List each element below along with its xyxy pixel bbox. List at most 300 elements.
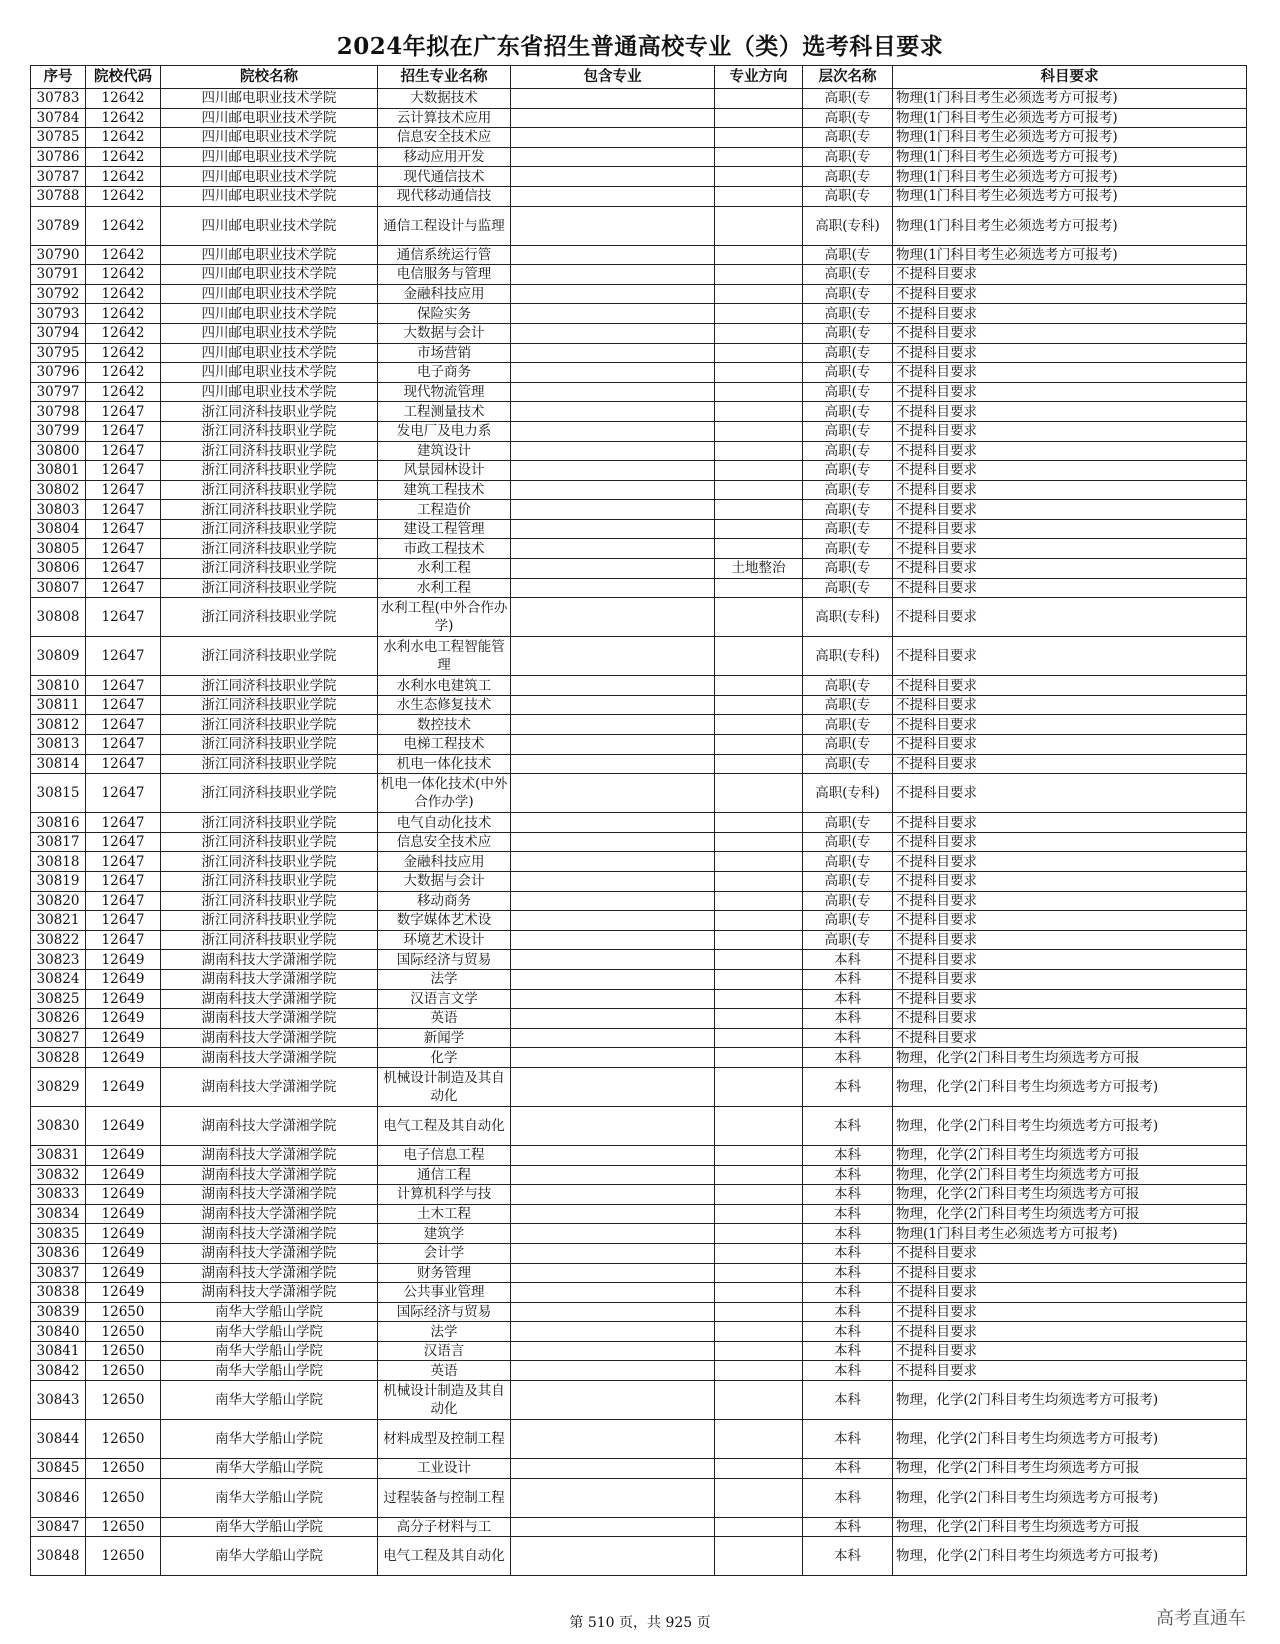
major-name: 计算机科学与技 (378, 1185, 511, 1205)
row-number: 30788 (31, 186, 86, 206)
level-name: 本科 (803, 950, 893, 970)
table-row (31, 1009, 1247, 1029)
level-name: 本科 (803, 1537, 893, 1576)
major-direction (715, 715, 803, 735)
table-row (31, 1517, 1247, 1537)
header-row (31, 66, 1247, 89)
school-code: 12647 (86, 754, 161, 774)
row-number: 30791 (31, 265, 86, 285)
header-cell: 层次名称 (803, 66, 893, 89)
major-name: 公共事业管理 (378, 1283, 511, 1303)
row-number: 30798 (31, 402, 86, 422)
major-direction (715, 323, 803, 343)
subject-requirement: 物理，化学(2门科目考生均须选考方可报 (893, 1165, 1247, 1185)
subject-requirement: 不提科目要求 (893, 911, 1247, 931)
subject-requirement: 物理，化学(2门科目考生均须选考方可报考) (893, 1067, 1247, 1106)
major-name: 建筑设计 (378, 441, 511, 461)
table-row (31, 265, 1247, 285)
included-majors (511, 167, 715, 187)
school-code: 12649 (86, 1283, 161, 1303)
school-name: 浙江同济科技职业学院 (161, 500, 378, 520)
school-name: 浙江同济科技职业学院 (161, 911, 378, 931)
school-code: 12642 (86, 89, 161, 109)
subject-requirement: 不提科目要求 (893, 363, 1247, 383)
included-majors (511, 1263, 715, 1283)
school-code: 12650 (86, 1420, 161, 1459)
school-code: 12642 (86, 167, 161, 187)
brand-watermark: 高考直通车 (1156, 1608, 1246, 1629)
included-majors (511, 832, 715, 852)
school-name: 南华大学船山学院 (161, 1478, 378, 1517)
major-name: 工程测量技术 (378, 402, 511, 422)
row-number: 30804 (31, 519, 86, 539)
included-majors (511, 1145, 715, 1165)
school-code: 12649 (86, 1224, 161, 1244)
school-name: 浙江同济科技职业学院 (161, 441, 378, 461)
level-name: 本科 (803, 1341, 893, 1361)
major-direction (715, 891, 803, 911)
major-name: 法学 (378, 1322, 511, 1342)
subject-requirement: 物理(1门科目考生必须选考方可报考) (893, 1224, 1247, 1244)
major-direction (715, 852, 803, 872)
major-direction (715, 930, 803, 950)
major-direction (715, 1106, 803, 1145)
school-code: 12647 (86, 852, 161, 872)
school-code: 12642 (86, 147, 161, 167)
subject-requirement: 不提科目要求 (893, 598, 1247, 637)
included-majors (511, 637, 715, 676)
level-name: 高职(专 (803, 128, 893, 148)
included-majors (511, 735, 715, 755)
school-name: 湖南科技大学潇湘学院 (161, 1283, 378, 1303)
table-row (31, 911, 1247, 931)
school-code: 12647 (86, 695, 161, 715)
major-direction (715, 832, 803, 852)
school-code: 12650 (86, 1381, 161, 1420)
row-number: 30827 (31, 1028, 86, 1048)
school-code: 12647 (86, 813, 161, 833)
major-name: 机械设计制造及其自动化 (378, 1067, 511, 1106)
level-name: 本科 (803, 1263, 893, 1283)
subject-requirement: 不提科目要求 (893, 304, 1247, 324)
major-direction (715, 480, 803, 500)
table-row (31, 852, 1247, 872)
row-number: 30840 (31, 1322, 86, 1342)
school-code: 12649 (86, 1048, 161, 1068)
subject-requirement: 物理(1门科目考生必须选考方可报考) (893, 167, 1247, 187)
major-name: 英语 (378, 1361, 511, 1381)
included-majors (511, 676, 715, 696)
school-name: 南华大学船山学院 (161, 1517, 378, 1537)
subject-requirement: 不提科目要求 (893, 578, 1247, 598)
subject-requirement: 不提科目要求 (893, 1361, 1247, 1381)
major-direction (715, 1067, 803, 1106)
level-name: 本科 (803, 1048, 893, 1068)
included-majors (511, 1067, 715, 1106)
table-row (31, 989, 1247, 1009)
school-name: 四川邮电职业技术学院 (161, 186, 378, 206)
school-name: 四川邮电职业技术学院 (161, 245, 378, 265)
subject-requirement: 不提科目要求 (893, 637, 1247, 676)
table-row (31, 559, 1247, 579)
school-name: 浙江同济科技职业学院 (161, 715, 378, 735)
level-name: 本科 (803, 1302, 893, 1322)
subject-requirement: 不提科目要求 (893, 715, 1247, 735)
school-name: 浙江同济科技职业学院 (161, 774, 378, 813)
major-name: 电梯工程技术 (378, 735, 511, 755)
included-majors (511, 441, 715, 461)
subject-requirement: 物理(1门科目考生必须选考方可报考) (893, 89, 1247, 109)
subject-requirement: 不提科目要求 (893, 950, 1247, 970)
row-number: 30815 (31, 774, 86, 813)
included-majors (511, 559, 715, 579)
major-direction: 土地整治 (715, 559, 803, 579)
table-row (31, 735, 1247, 755)
school-code: 12642 (86, 245, 161, 265)
school-code: 12647 (86, 832, 161, 852)
level-name: 高职(专 (803, 735, 893, 755)
table-row (31, 1302, 1247, 1322)
level-name: 高职(专 (803, 813, 893, 833)
table-row (31, 695, 1247, 715)
level-name: 高职(专 (803, 480, 893, 500)
included-majors (511, 1204, 715, 1224)
major-name: 数字媒体艺术设 (378, 911, 511, 931)
school-code: 12650 (86, 1341, 161, 1361)
table-row (31, 500, 1247, 520)
row-number: 30825 (31, 989, 86, 1009)
level-name: 高职(专科) (803, 206, 893, 245)
level-name: 高职(专 (803, 539, 893, 559)
subject-requirement: 不提科目要求 (893, 480, 1247, 500)
row-number: 30808 (31, 598, 86, 637)
school-name: 四川邮电职业技术学院 (161, 382, 378, 402)
table-row (31, 813, 1247, 833)
subject-requirement: 不提科目要求 (893, 421, 1247, 441)
school-name: 浙江同济科技职业学院 (161, 402, 378, 422)
major-name: 移动商务 (378, 891, 511, 911)
table-row (31, 1263, 1247, 1283)
school-name: 湖南科技大学潇湘学院 (161, 1204, 378, 1224)
table-row (31, 89, 1247, 109)
school-code: 12647 (86, 421, 161, 441)
school-name: 湖南科技大学潇湘学院 (161, 1185, 378, 1205)
row-number: 30800 (31, 441, 86, 461)
major-name: 电信服务与管理 (378, 265, 511, 285)
subject-requirement: 物理，化学(2门科目考生均须选考方可报考) (893, 1381, 1247, 1420)
level-name: 高职(专 (803, 519, 893, 539)
major-name: 水利水电工程智能管理 (378, 637, 511, 676)
row-number: 30845 (31, 1459, 86, 1479)
subject-requirement: 物理，化学(2门科目考生均须选考方可报 (893, 1204, 1247, 1224)
included-majors (511, 715, 715, 735)
major-name: 云计算技术应用 (378, 108, 511, 128)
row-number: 30838 (31, 1283, 86, 1303)
table-row (31, 323, 1247, 343)
major-direction (715, 695, 803, 715)
school-code: 12650 (86, 1478, 161, 1517)
subject-requirement: 不提科目要求 (893, 695, 1247, 715)
major-name: 电子商务 (378, 363, 511, 383)
row-number: 30816 (31, 813, 86, 833)
major-name: 会计学 (378, 1243, 511, 1263)
table-row (31, 1224, 1247, 1244)
included-majors (511, 500, 715, 520)
table-row (31, 774, 1247, 813)
table-row (31, 1204, 1247, 1224)
included-majors (511, 598, 715, 637)
school-code: 12647 (86, 735, 161, 755)
school-code: 12649 (86, 1145, 161, 1165)
school-name: 浙江同济科技职业学院 (161, 676, 378, 696)
included-majors (511, 186, 715, 206)
school-name: 浙江同济科技职业学院 (161, 421, 378, 441)
major-name: 现代移动通信技 (378, 186, 511, 206)
major-name: 电气工程及其自动化 (378, 1106, 511, 1145)
table-row (31, 1106, 1247, 1145)
school-code: 12642 (86, 108, 161, 128)
table-row (31, 891, 1247, 911)
major-name: 现代物流管理 (378, 382, 511, 402)
school-code: 12642 (86, 382, 161, 402)
header-cell: 专业方向 (715, 66, 803, 89)
school-code: 12642 (86, 284, 161, 304)
school-code: 12647 (86, 500, 161, 520)
school-code: 12647 (86, 872, 161, 892)
subject-requirement: 物理(1门科目考生必须选考方可报考) (893, 206, 1247, 245)
major-name: 大数据与会计 (378, 872, 511, 892)
school-name: 湖南科技大学潇湘学院 (161, 1028, 378, 1048)
subject-requirement: 不提科目要求 (893, 1028, 1247, 1048)
subject-requirement: 不提科目要求 (893, 343, 1247, 363)
major-name: 水利工程(中外合作办学) (378, 598, 511, 637)
row-number: 30841 (31, 1341, 86, 1361)
level-name: 高职(专 (803, 578, 893, 598)
header-cell: 院校名称 (161, 66, 378, 89)
page-footer: 第 510 页，共 925 页 (569, 1615, 711, 1631)
table-row (31, 284, 1247, 304)
included-majors (511, 1185, 715, 1205)
included-majors (511, 108, 715, 128)
row-number: 30793 (31, 304, 86, 324)
included-majors (511, 1009, 715, 1029)
major-name: 电子信息工程 (378, 1145, 511, 1165)
table-row (31, 598, 1247, 637)
major-direction (715, 128, 803, 148)
level-name: 高职(专 (803, 891, 893, 911)
table-row (31, 1478, 1247, 1517)
row-number: 30826 (31, 1009, 86, 1029)
major-name: 电气自动化技术 (378, 813, 511, 833)
subject-requirement: 不提科目要求 (893, 813, 1247, 833)
subject-requirement: 不提科目要求 (893, 832, 1247, 852)
major-direction (715, 754, 803, 774)
school-name: 南华大学船山学院 (161, 1420, 378, 1459)
table-row (31, 1361, 1247, 1381)
subject-requirement: 不提科目要求 (893, 1243, 1247, 1263)
school-name: 四川邮电职业技术学院 (161, 265, 378, 285)
table-row (31, 108, 1247, 128)
table-row (31, 1028, 1247, 1048)
school-name: 浙江同济科技职业学院 (161, 891, 378, 911)
major-name: 法学 (378, 969, 511, 989)
subject-requirement: 不提科目要求 (893, 1302, 1247, 1322)
included-majors (511, 363, 715, 383)
major-name: 水利工程 (378, 559, 511, 579)
major-direction (715, 637, 803, 676)
school-code: 12642 (86, 363, 161, 383)
included-majors (511, 147, 715, 167)
major-direction (715, 774, 803, 813)
row-number: 30803 (31, 500, 86, 520)
level-name: 高职(专 (803, 715, 893, 735)
school-code: 12647 (86, 930, 161, 950)
major-name: 水利水电建筑工 (378, 676, 511, 696)
level-name: 本科 (803, 1224, 893, 1244)
table-row (31, 186, 1247, 206)
major-direction (715, 1204, 803, 1224)
table-row (31, 676, 1247, 696)
row-number: 30795 (31, 343, 86, 363)
row-number: 30789 (31, 206, 86, 245)
major-direction (715, 500, 803, 520)
level-name: 高职(专 (803, 872, 893, 892)
school-code: 12642 (86, 343, 161, 363)
major-name: 高分子材料与工 (378, 1517, 511, 1537)
school-name: 南华大学船山学院 (161, 1322, 378, 1342)
school-code: 12647 (86, 480, 161, 500)
school-code: 12647 (86, 402, 161, 422)
row-number: 30787 (31, 167, 86, 187)
row-number: 30834 (31, 1204, 86, 1224)
requirements-table (30, 65, 1247, 1576)
major-name: 工业设计 (378, 1459, 511, 1479)
school-code: 12649 (86, 1009, 161, 1029)
table-row (31, 519, 1247, 539)
major-name: 建筑工程技术 (378, 480, 511, 500)
major-name: 建筑学 (378, 1224, 511, 1244)
level-name: 高职(专 (803, 108, 893, 128)
level-name: 本科 (803, 1243, 893, 1263)
school-code: 12647 (86, 598, 161, 637)
included-majors (511, 519, 715, 539)
header-cell: 包含专业 (511, 66, 715, 89)
major-direction (715, 1263, 803, 1283)
table-row (31, 1537, 1247, 1576)
level-name: 高职(专 (803, 382, 893, 402)
school-name: 南华大学船山学院 (161, 1537, 378, 1576)
level-name: 本科 (803, 1009, 893, 1029)
school-code: 12649 (86, 1263, 161, 1283)
major-direction (715, 147, 803, 167)
row-number: 30799 (31, 421, 86, 441)
table-row (31, 950, 1247, 970)
subject-requirement: 物理，化学(2门科目考生均须选考方可报考) (893, 1420, 1247, 1459)
major-direction (715, 519, 803, 539)
subject-requirement: 不提科目要求 (893, 284, 1247, 304)
major-direction (715, 598, 803, 637)
school-name: 浙江同济科技职业学院 (161, 930, 378, 950)
major-name: 风景园林设计 (378, 461, 511, 481)
school-name: 湖南科技大学潇湘学院 (161, 1048, 378, 1068)
subject-requirement: 不提科目要求 (893, 519, 1247, 539)
row-number: 30823 (31, 950, 86, 970)
school-code: 12642 (86, 186, 161, 206)
school-name: 浙江同济科技职业学院 (161, 754, 378, 774)
school-name: 南华大学船山学院 (161, 1341, 378, 1361)
major-direction (715, 578, 803, 598)
major-direction (715, 343, 803, 363)
level-name: 本科 (803, 1361, 893, 1381)
level-name: 本科 (803, 1145, 893, 1165)
included-majors (511, 265, 715, 285)
row-number: 30801 (31, 461, 86, 481)
row-number: 30835 (31, 1224, 86, 1244)
included-majors (511, 695, 715, 715)
row-number: 30846 (31, 1478, 86, 1517)
major-name: 化学 (378, 1048, 511, 1068)
included-majors (511, 1165, 715, 1185)
level-name: 高职(专 (803, 402, 893, 422)
table-row (31, 1459, 1247, 1479)
subject-requirement: 不提科目要求 (893, 265, 1247, 285)
table-row (31, 480, 1247, 500)
subject-requirement: 不提科目要求 (893, 754, 1247, 774)
included-majors (511, 1537, 715, 1576)
table-row (31, 1243, 1247, 1263)
subject-requirement: 物理，化学(2门科目考生均须选考方可报 (893, 1459, 1247, 1479)
included-majors (511, 813, 715, 833)
included-majors (511, 872, 715, 892)
level-name: 本科 (803, 1478, 893, 1517)
table-row (31, 245, 1247, 265)
level-name: 高职(专科) (803, 598, 893, 637)
included-majors (511, 911, 715, 931)
school-code: 12649 (86, 950, 161, 970)
table-row (31, 1283, 1247, 1303)
row-number: 30844 (31, 1420, 86, 1459)
level-name: 本科 (803, 1028, 893, 1048)
school-name: 南华大学船山学院 (161, 1361, 378, 1381)
school-name: 湖南科技大学潇湘学院 (161, 1263, 378, 1283)
school-name: 四川邮电职业技术学院 (161, 128, 378, 148)
major-name: 大数据技术 (378, 89, 511, 109)
school-code: 12650 (86, 1361, 161, 1381)
included-majors (511, 930, 715, 950)
level-name: 本科 (803, 1106, 893, 1145)
level-name: 高职(专 (803, 461, 893, 481)
school-name: 四川邮电职业技术学院 (161, 323, 378, 343)
subject-requirement: 物理(1门科目考生必须选考方可报考) (893, 108, 1247, 128)
school-code: 12649 (86, 1165, 161, 1185)
subject-requirement: 物理(1门科目考生必须选考方可报考) (893, 245, 1247, 265)
school-code: 12647 (86, 578, 161, 598)
major-name: 新闻学 (378, 1028, 511, 1048)
major-name: 国际经济与贸易 (378, 1302, 511, 1322)
level-name: 高职(专 (803, 89, 893, 109)
row-number: 30819 (31, 872, 86, 892)
subject-requirement: 不提科目要求 (893, 930, 1247, 950)
major-name: 国际经济与贸易 (378, 950, 511, 970)
school-code: 12647 (86, 539, 161, 559)
included-majors (511, 950, 715, 970)
school-name: 南华大学船山学院 (161, 1381, 378, 1420)
school-code: 12642 (86, 323, 161, 343)
major-direction (715, 1243, 803, 1263)
included-majors (511, 1302, 715, 1322)
school-name: 浙江同济科技职业学院 (161, 813, 378, 833)
major-direction (715, 1009, 803, 1029)
